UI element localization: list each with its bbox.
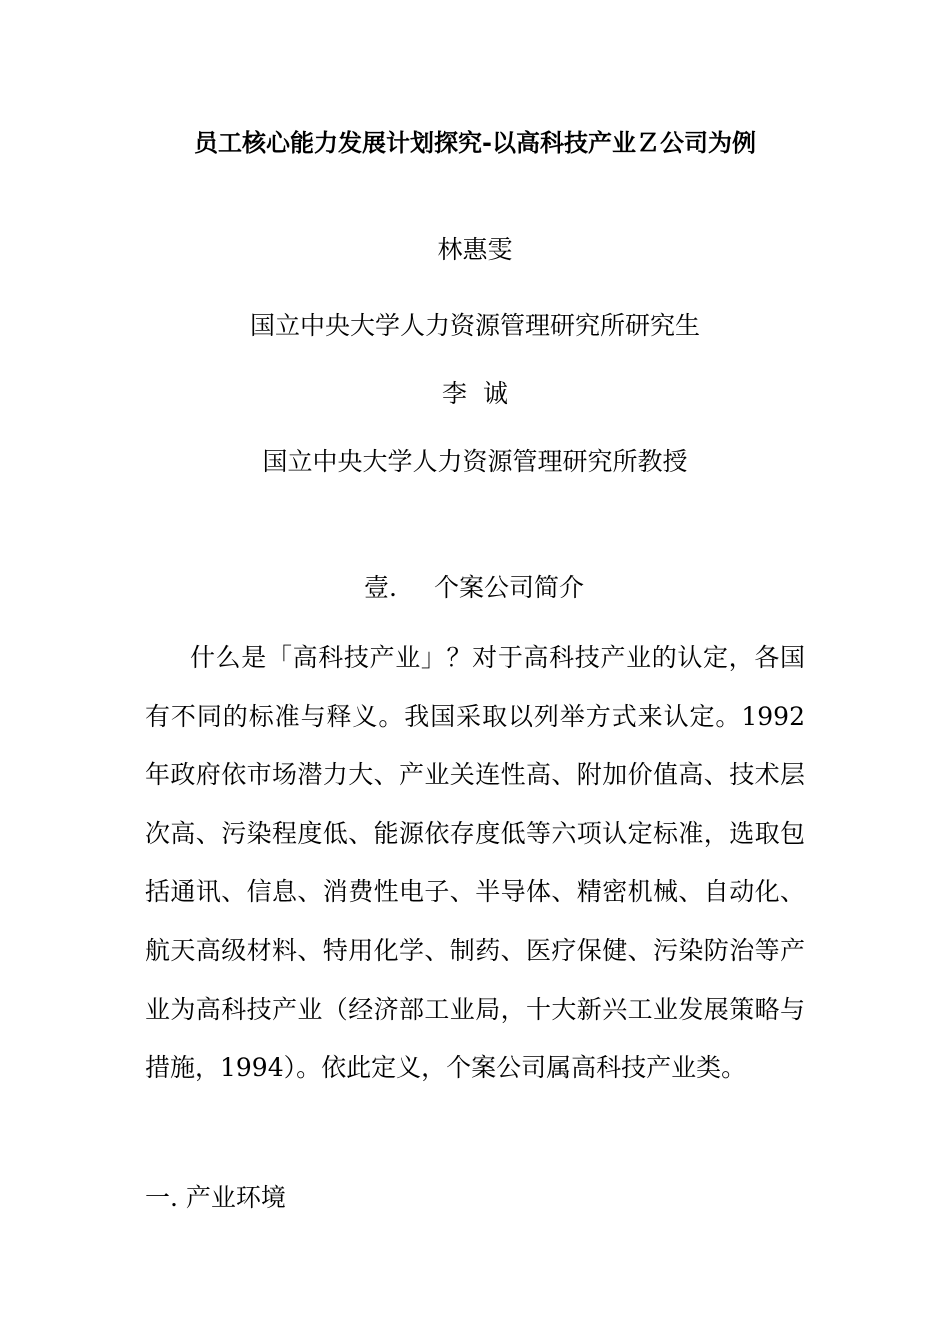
section-title: 个案公司简介 [434,573,585,602]
document-title: 员工核心能力发展计划探究-以高科技产业Ｚ公司为例 [194,129,756,157]
author-affiliation-2: 国立中央大学人力资源管理研究所教授 [262,447,688,476]
author-name-2: 李 诚 [442,379,508,408]
body-paragraph: 什么是「高科技产业」？对于高科技产业的认定，各国有不同的标准与释义。我国采取以列举方式来认定。1992年政府依市场潜力大、产业关连性高、附加价值高、技术层次高、污染程度低、能源依存度低等六项认定标准，选取包括通讯、信息、消费性电子、半导体、精密机械、自动化、航天高级材料、特用化学、制药、医疗保健、污染防治等产业为高科技产业（经济部工业局，十大新兴工业发展策略与措施，1994）。依此定义，个案公司属高科技产业类。 [145,643,805,1083]
section-number: 壹. [364,573,397,602]
subsection-heading: 一. 产业环境 [145,1183,286,1212]
author-affiliation-1: 国立中央大学人力资源管理研究所研究生 [249,311,700,340]
author-name-1: 林惠雯 [437,235,513,264]
section-heading [364,568,584,609]
